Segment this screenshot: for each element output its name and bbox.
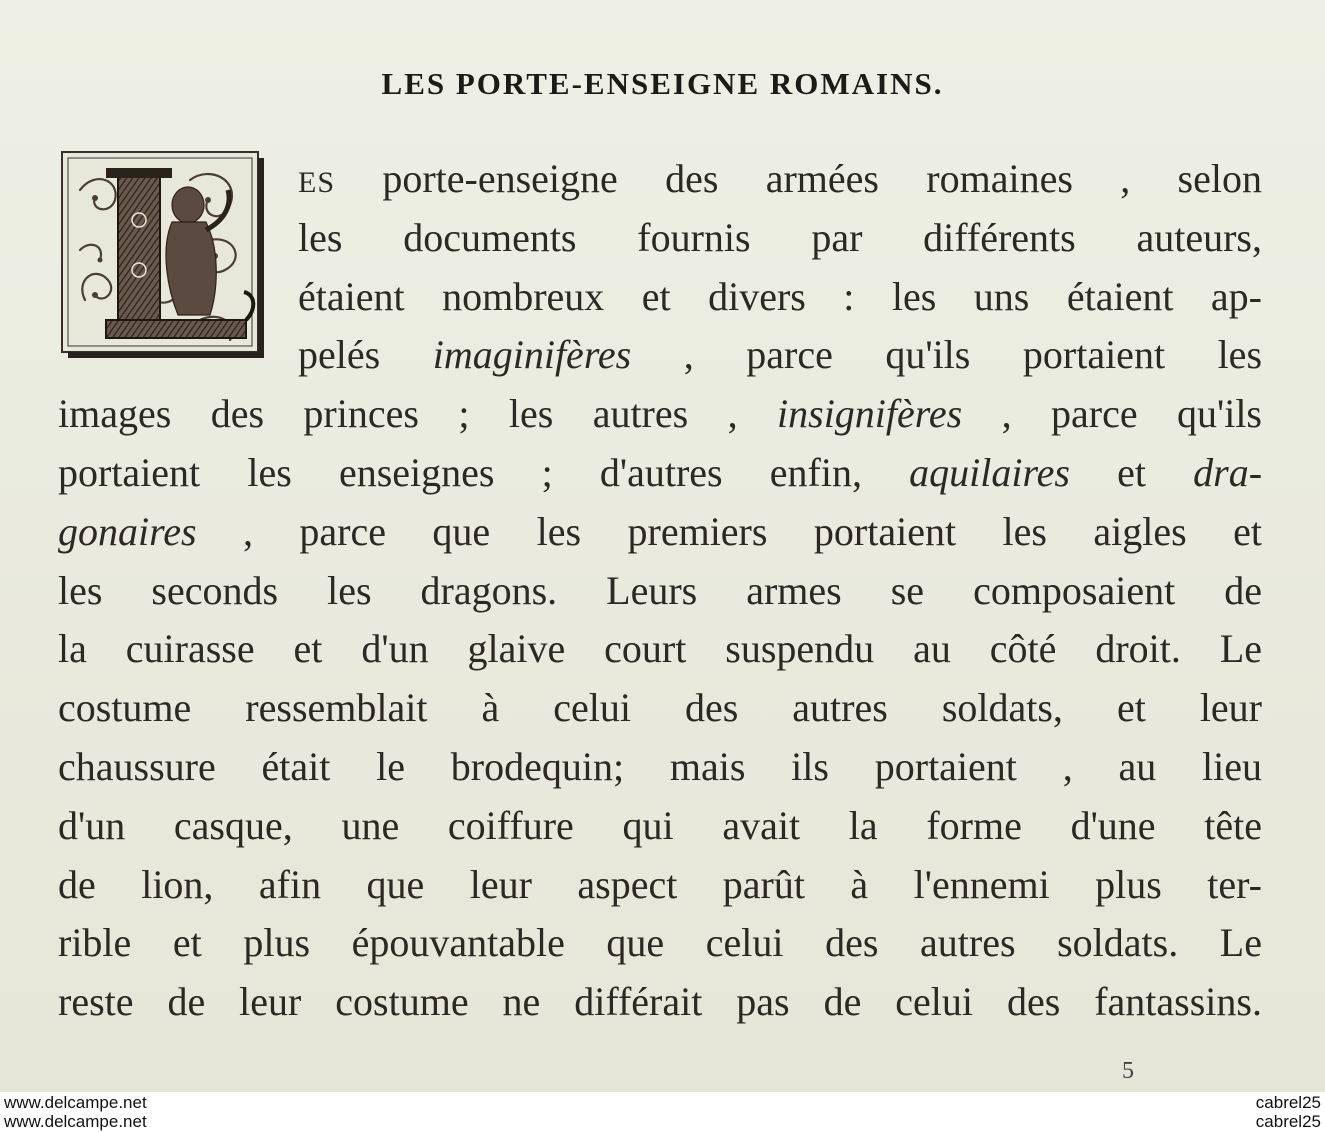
text-run: reste de leur costume ne différait pas de celui des fantassins. <box>58 979 1262 1025</box>
text-run: étaient nombreux et divers : les uns étaient ap- <box>298 273 1262 319</box>
watermark-seller-top: cabrel25 <box>1255 1093 1321 1112</box>
text-run: portaient les enseignes ; d'autres enfin, <box>58 450 910 495</box>
italic-term: dra- <box>1193 450 1263 495</box>
text-run: pelés <box>298 332 433 378</box>
text-line <box>298 274 1262 320</box>
text-run: rible et plus épouvantable que celui des autres soldats. Le <box>58 920 1262 966</box>
text-run: d'un casque, une coiffure qui avait la forme d'une tête <box>58 802 1262 848</box>
text-run: de lion, afin que leur aspect parût à l'ennemi plus ter- <box>58 861 1262 907</box>
italic-term: imaginifères <box>432 332 632 378</box>
text-line <box>58 568 1262 614</box>
text-line <box>58 979 1262 1025</box>
text-run: images des princes ; les autres , <box>58 391 778 437</box>
smallcaps-run: ES <box>298 166 336 199</box>
text-run: , parce qu'ils <box>962 391 1262 437</box>
text-line <box>58 744 1262 790</box>
watermark-url-top: www.delcampe.net <box>4 1093 147 1112</box>
italic-term: gonaires <box>58 508 197 554</box>
text-line <box>58 685 1262 731</box>
text-line <box>58 862 1262 908</box>
text-line <box>58 509 1262 555</box>
watermark-strip <box>0 1092 1325 1132</box>
page-title: LES PORTE-ENSEIGNE ROMAINS. <box>381 66 944 101</box>
text-run: les documents fournis par différents auteurs, <box>298 214 1262 260</box>
text-run: costume ressemblait à celui des autres soldats, et leur <box>58 685 1262 731</box>
text-line <box>298 156 1262 206</box>
italic-term: insignifères <box>777 391 963 437</box>
page-number: 5 <box>1122 1058 1134 1084</box>
watermark-url-bottom: www.delcampe.net <box>4 1112 147 1131</box>
text-line <box>298 332 1262 378</box>
text-run: porte-enseigne des armées romaines , selon <box>335 156 1262 201</box>
text-run: la cuirasse et d'un glaive court suspendu au côté droit. Le <box>58 626 1262 672</box>
text-line <box>298 215 1262 261</box>
text-line <box>58 803 1262 849</box>
text-line <box>58 391 1262 437</box>
text-run: , parce qu'ils portaient les <box>631 332 1263 378</box>
text-run: chaussure était le brodequin; mais ils portaient , au lieu <box>58 744 1262 789</box>
ornamental-dropcap <box>60 150 266 360</box>
text-run: et <box>1069 450 1194 495</box>
text-line <box>58 450 1262 496</box>
text-run: les seconds les dragons. Leurs armes se composaient de <box>58 567 1262 613</box>
watermark-seller-bottom: cabrel25 <box>1255 1112 1321 1131</box>
italic-term: aquilaires <box>909 450 1070 495</box>
text-line <box>58 920 1262 966</box>
text-run: , parce que les premiers portaient les aigles et <box>196 508 1262 554</box>
dropcap-ornament-icon <box>60 150 266 360</box>
text-line <box>58 626 1262 672</box>
